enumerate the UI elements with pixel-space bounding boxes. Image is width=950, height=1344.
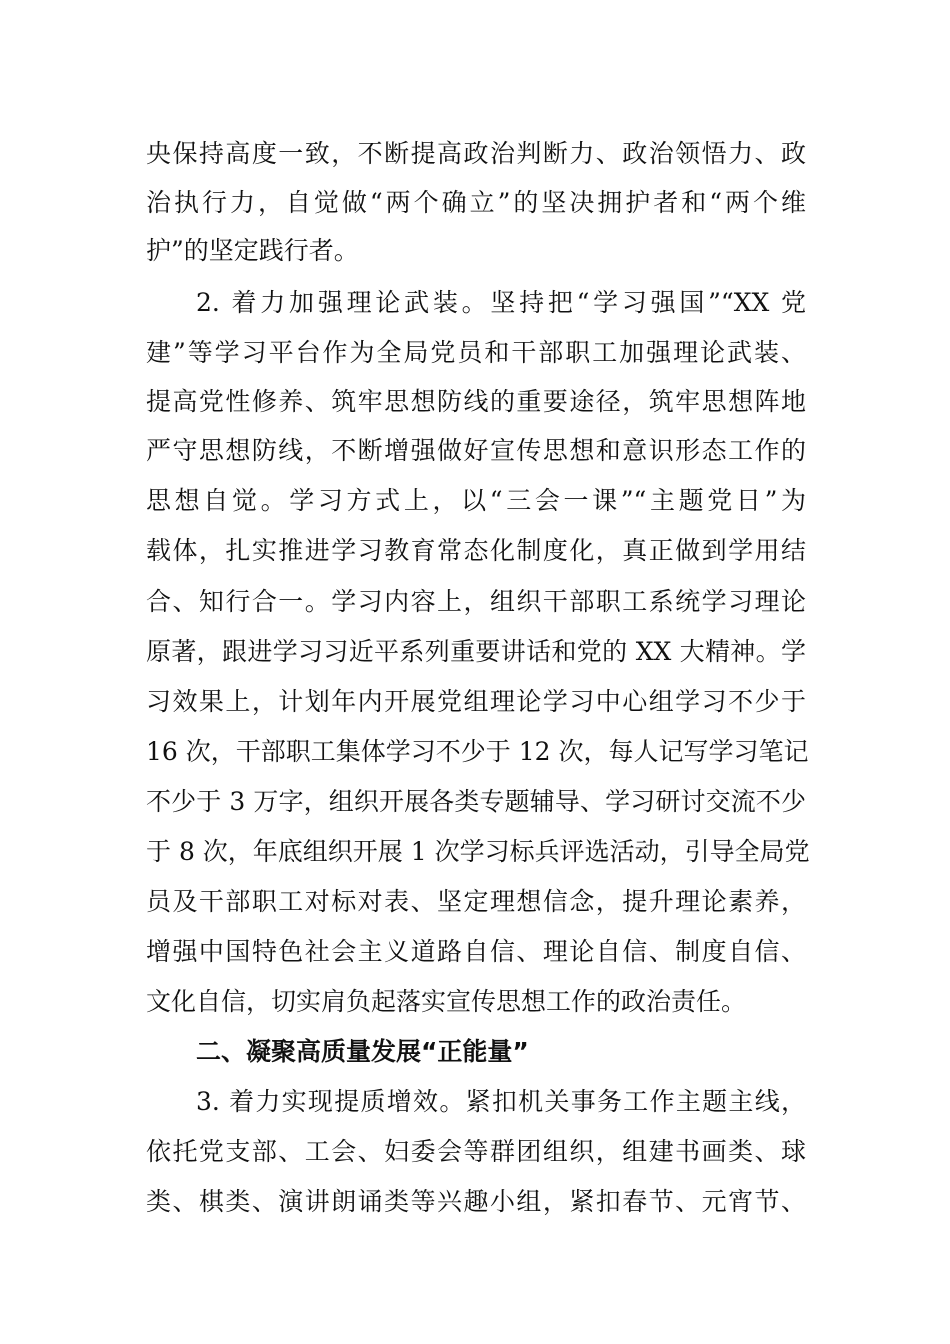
text-line: 护”的坚定践行者。 [146, 236, 359, 265]
text-line: 员及干部职工对标对表、坚定理想信念，提升理论素养， [146, 887, 806, 916]
paragraph-first-line: 2. 着力加强理论武装。坚持把“学习强国”“XX 党 [196, 288, 806, 317]
text-line: 16 次，干部职工集体学习不少于 12 次，每人记写学习笔记 [146, 737, 809, 766]
section-heading: 二、凝聚高质量发展“正能量” [196, 1037, 529, 1066]
text-line: 依托党支部、工会、妇委会等群团组织，组建书画类、球 [146, 1137, 806, 1166]
text-line: 思想自觉。学习方式上，以“三会一课”“主题党日”为 [146, 486, 806, 515]
text-line: 央保持高度一致，不断提高政治判断力、政治领悟力、政 [146, 139, 806, 168]
text-line: 增强中国特色社会主义道路自信、理论自信、制度自信、 [146, 937, 806, 966]
paragraph-first-line: 3. 着力实现提质增效。紧扣机关事务工作主题主线， [196, 1087, 806, 1116]
text-line: 合、知行合一。学习内容上，组织干部职工系统学习理论 [146, 587, 806, 616]
text-line: 载体，扎实推进学习教育常态化制度化，真正做到学用结 [146, 536, 806, 565]
text-line: 治执行力，自觉做“两个确立”的坚决拥护者和“两个维 [146, 188, 806, 217]
text-line: 严守思想防线，不断增强做好宣传思想和意识形态工作的 [146, 436, 806, 465]
text-line: 文化自信，切实肩负起落实宣传思想工作的政治责任。 [146, 987, 747, 1016]
text-line: 建”等学习平台作为全局党员和干部职工加强理论武装、 [146, 338, 806, 367]
text-line: 类、棋类、演讲朗诵类等兴趣小组，紧扣春节、元宵节、 [146, 1187, 806, 1216]
text-line: 于 8 次，年底组织开展 1 次学习标兵评选活动，引导全局党 [146, 837, 810, 866]
text-line: 提高党性修养、筑牢思想防线的重要途径，筑牢思想阵地 [146, 387, 806, 416]
text-line: 习效果上，计划年内开展党组理论学习中心组学习不少于 [146, 687, 806, 716]
text-line: 不少于 3 万字，组织开展各类专题辅导、学习研讨交流不少 [146, 787, 806, 816]
text-line: 原著，跟进学习习近平系列重要讲话和党的 XX 大精神。学 [146, 637, 806, 666]
